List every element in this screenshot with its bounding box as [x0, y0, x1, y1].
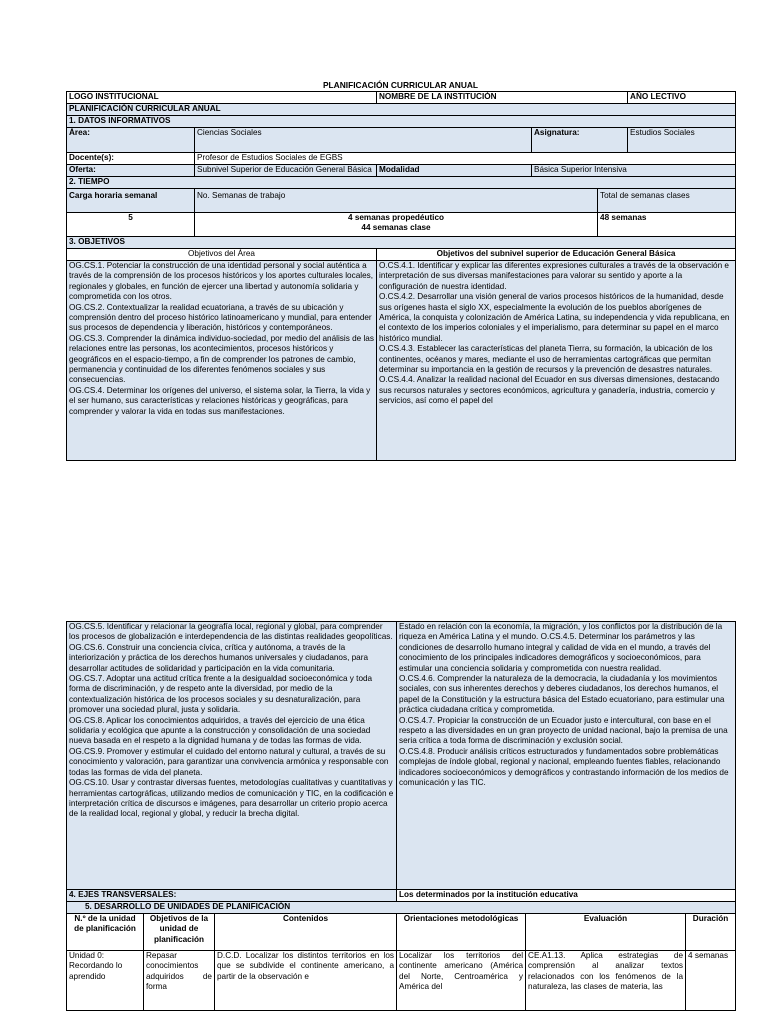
subnivel-objective: O.CS.4.3. Establecer las características del planeta Tierra, su formación, la ubicación de los continentes, océanos y mares, mediante el uso de herramientas cartográficas que permitan determinar su importancia en la gestión de recursos y la prevención de desastres naturales.: [379, 344, 713, 375]
oferta-label: Oferta:: [67, 165, 195, 177]
planning-table-page-1: [66, 91, 736, 461]
modalidad-label: Modalidad: [377, 165, 532, 177]
subnivel-objective: O.CS.4.8. Producir análisis críticos estructurados y fundamentados sobre problemáticas complejas de índole global, regional y nacional, empleando fuentes fiables, relacionando indicadores socioeconómicos y demográficos y contrastando información de los medios de comunicación y las TIC.: [399, 746, 729, 788]
unit-evaluation-cell: CE.A1.13. Aplica estrategias de comprensión al analizar textos relacionados con los fenómenos de la naturaleza, las clases de materia, las: [526, 951, 686, 1011]
area-objectives-continued: [67, 622, 397, 890]
area-value: Ciencias Sociales: [195, 128, 532, 153]
plan-label: PLANIFICACIÓN CURRICULAR ANUAL: [67, 104, 736, 116]
planning-table-page-2: [66, 621, 736, 1011]
document-title: PLANIFICACIÓN CURRICULAR ANUAL: [322, 80, 479, 90]
semanas-trabajo-label: No. Semanas de trabajo: [195, 189, 598, 213]
col-header-objetivos: Objetivos de la unidad de planificación: [144, 914, 215, 951]
subnivel-objective: Estado en relación con la economía, la migración, y los conflictos por la distribución de la riqueza en América Latina y el mundo. O.CS.4.5. Determinar los parámetros y las condiciones de desarrollo humano integral y calidad de vida en el mundo, a través del conocimiento de los principales indicadores demográficos y socioeconómicos, para estimular una conciencia solidaria y comprometida con nuestra realidad.: [399, 622, 723, 673]
col-header-duracion: Duración: [686, 914, 736, 951]
area-objective: OG.CS.8. Aplicar los conocimientos adquiridos, a través del ejercicio de una ética solidaria y ecológica que apunte a la construcción y consolidación de una sociedad nueva basada en el respeto a la dignidad humana y de todas las formas de vida.: [69, 715, 371, 746]
propedeutico-weeks: 4 semanas propedéutico: [348, 213, 445, 222]
subnivel-objective: O.CS.4.2. Desarrollar una visión general de varios procesos históricos de la humanidad, desde sus orígenes hasta el siglo XX, especialmente la evolución de los pueblos aborígenes de América, la conquista y colonización de América Latina, su independencia y vida republicana, en el contexto de los imperios coloniales y el imperialismo, para determinar su papel en el marco histórico mundial.: [379, 292, 730, 343]
ejes-transversales-value: Los determinados por la institución educativa: [397, 890, 736, 902]
section-4-title: 4. EJES TRANSVERSALES:: [67, 890, 397, 902]
subnivel-objectives-continued: [397, 622, 736, 890]
col-header-evaluacion: Evaluación: [526, 914, 686, 951]
area-label: Área:: [67, 128, 195, 153]
docente-value: Profesor de Estudios Sociales de EGBS: [195, 153, 736, 165]
section-1-title: 1. DATOS INFORMATIVOS: [67, 116, 736, 128]
col-header-unidad: N.º de la unidad de planificación: [67, 914, 144, 951]
carga-horaria-label: Carga horaria semanal: [67, 189, 195, 213]
subnivel-objective: O.CS.4.4. Analizar la realidad nacional del Ecuador en sus diversas dimensiones, destacando sus recursos naturales y sectores económicos, agricultura y ganadería, industria, comercio y servicios, así como el papel del: [379, 375, 720, 406]
oferta-value: Subnivel Superior de Educación General Básica: [195, 165, 377, 177]
docente-label: Docente(s):: [67, 153, 195, 165]
unit-methodology-cell: Localizar los territorios del continente americano (América del Norte, Centroamérica y América del: [397, 951, 526, 1011]
total-semanas-value: 48 semanas: [598, 213, 736, 237]
total-semanas-label: Total de semanas clases: [598, 189, 736, 213]
modalidad-value: Básica Superior Intensiva: [532, 165, 736, 177]
subnivel-objective: O.CS.4.7. Propiciar la construcción de un Ecuador justo e intercultural, con base en el respeto a las diversidades en un gran proyecto de unidad nacional, bajo la premisa de una seria crítica a toda forma de discriminación y exclusión social.: [399, 715, 728, 746]
area-objective: OG.CS.10. Usar y contrastar diversas fuentes, metodologías cualitativas y cuantitativas y herramientas cartográficas, utilizando medios de comunicación y TIC, en la codificación e interpretación crítica de discursos e imágenes, para desarrollar un criterio propio acerca de la realidad local, regional y global, y reducir la brecha digital.: [69, 778, 394, 819]
area-objectives-cell: [67, 261, 377, 461]
col-header-contenidos: Contenidos: [215, 914, 397, 951]
area-objective: OG.CS.9. Promover y estimular el cuidado del entorno natural y cultural, a través de su conocimiento y valoración, para garantizar una convivencia armónica y responsable con todas las formas de vida del planeta.: [69, 746, 389, 777]
institution-name-cell: NOMBRE DE LA INSTITUCIÓN: [377, 92, 628, 104]
unit-objectives-cell: Repasar conocimientos adquiridos de forma: [144, 951, 215, 1011]
subnivel-objective: O.CS.4.6. Comprender la naturaleza de la democracia, la ciudadanía y los movimientos sociales, con sus inherentes derechos y deberes ciudadanos, los derechos humanos, el papel de la Constitución y la estructura básica del Estado ecuatoriano, para estimular una práctica ciudadana crítica y comprometida.: [399, 674, 725, 715]
area-objectives-header: Objetivos del Área: [67, 249, 377, 261]
class-weeks: 44 semanas clase: [361, 223, 431, 233]
area-objective: OG.CS.7. Adoptar una actitud crítica frente a la desigualdad socioeconómica y toda forma de discriminación, y de respeto ante la diversidad, por medio de la contextualización histórica de los procesos sociales y su desnaturalización, para promover una sociedad plural, justa y solidaria.: [69, 674, 373, 715]
area-objective: OG.CS.4. Determinar los orígenes del universo, el sistema solar, la Tierra, la vida y el ser humano, sus características y relaciones históricas y geográficas, para comprender y valorar la vida en todas sus manifestaciones.: [69, 385, 371, 416]
subnivel-objective: O.CS.4.1. Identificar y explicar las diferentes expresiones culturales a través de la observación e interpretación de sus diversas manifestaciones para valorar su sentido y aporte a la configuración de nuestra identidad.: [379, 261, 729, 291]
subnivel-objectives-header: Objetivos del subnivel superior de Educación General Básica: [377, 249, 736, 261]
semanas-trabajo-value: [195, 213, 598, 237]
school-year-cell: AÑO LECTIVO: [628, 92, 736, 104]
area-objective: OG.CS.6. Construir una conciencia cívica, crítica y autónoma, a través de la interiorización y práctica de los derechos humanos universales y ciudadanos, para desarrollar actitudes de solidaridad y participación en la vida comunitaria.: [69, 642, 369, 673]
subnivel-objectives-cell: [377, 261, 736, 461]
carga-horaria-value: 5: [67, 213, 195, 237]
page-1: [66, 91, 735, 461]
unit-contents-cell: D.C.D. Localizar los distintos territorios en los que se subdivide el continente americano, a partir de la observación e: [215, 951, 397, 1011]
area-objective: OG.CS.2. Contextualizar la realidad ecuatoriana, a través de su ubicación y comprensión dentro del proceso histórico latinoamericano y mundial, para entender sus procesos de dependencia y liberación, históricos y contemporáneos.: [69, 302, 372, 333]
col-header-orientaciones: Orientaciones metodológicas: [397, 914, 526, 951]
section-2-title: 2. TIEMPO: [67, 177, 736, 189]
unit-number-cell: Unidad 0: Recordando lo aprendido: [67, 951, 144, 1011]
unit-duration-cell: 4 semanas: [686, 951, 736, 1011]
area-objective: OG.CS.3. Comprender la dinámica individuo-sociedad, por medio del análisis de las relaciones entre las personas, los acontecimientos, procesos históricos y geográficos en el espacio-tiempo, a fin de comprender los patrones de cambio, permanencia y continuidad de los diferentes fenómenos sociales y sus consecuencias.: [69, 333, 374, 385]
page-2: [66, 621, 735, 1011]
logo-cell: LOGO INSTITUCIONAL: [67, 92, 377, 104]
asignatura-value: Estudios Sociales: [628, 128, 736, 153]
asignatura-label: Asignatura:: [532, 128, 628, 153]
section-3-title: 3. OBJETIVOS: [67, 237, 736, 249]
area-objective: OG.CS.1. Potenciar la construcción de una identidad personal y social auténtica a través de la comprensión de los procesos históricos y los aportes culturales locales, regionales y globales, en función de ejercer una libertad y autonomía solidaria y comprometida con los otros.: [69, 261, 373, 302]
section-5-title: 5. DESARROLLO DE UNIDADES DE PLANIFICACIÓN: [67, 902, 736, 914]
area-objective: OG.CS.5. Identificar y relacionar la geografía local, regional y global, para comprender los procesos de globalización e interdependencia de las distintas realidades geopolíticas.: [69, 622, 393, 642]
